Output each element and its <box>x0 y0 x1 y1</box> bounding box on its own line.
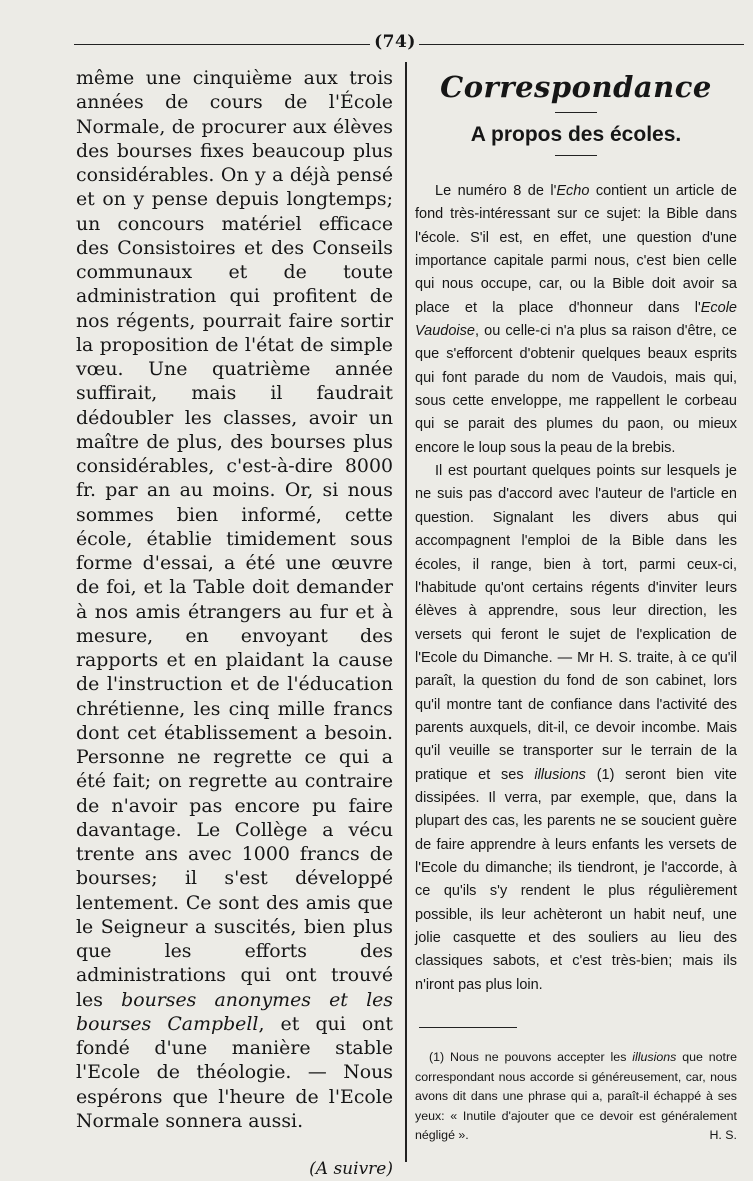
footnote-text-a: (1) Nous ne pouvons accepter les <box>429 1050 633 1065</box>
header-rule-left <box>74 44 370 45</box>
p1-text-c: , ou celle-ci n'a plus sa raison d'être, ce que s'efforcent d'obtenir quelques beaux esprits qui font parade du nom de Vaudois, mais qui, sous cette enveloppe, me rappellent le corbeau qui se parait des plumes du paon, ou mieux encore le loup sous la peau de la brebis. <box>415 323 737 456</box>
left-column <box>76 66 393 1181</box>
title-rule <box>555 112 597 113</box>
left-paragraph-text: même une cinquième aux trois années de cours de l'École Normale, de procurer aux élèves des bourses fixes beaucoup plus considérables. On y a déjà pensé et on y pense depuis longtemps; un concours matériel efficace des Consistoires et des Conseils communaux et de toute administration qui profitent de nos régents, pourrait faire sortir la proposition de l'état de simple vœu. Une quatrième année suffirait, mais il faudrait dédoubler les classes, avoir un maître de plus, des bourses plus considérables, c'est-à-dire 8000 fr. par an au moins. Or, si nous sommes bien informé, cette école, établie timidement sous forme d'essai, a été une œuvre de foi, et la Table doit demander à nos amis étrangers au fur et à mesure, en envoyant des rapports et en plaidant la cause de l'instruction et de l'éducation chrétienne, les cinq mille francs dont cet établissement a besoin. Personne ne regrette ce qui a été fait; on regrette au contraire de n'avoir pas encore pu faire davantage. Le Collège a vécu trente ans avec 1000 francs de bourses; il s'est développé lentement. Ce sont des amis que le Seigneur a suscités, bien plus que les efforts des administrations qui ont trouvé les <box>76 67 393 1011</box>
footnote-rule <box>419 1027 517 1028</box>
continuation-note: (A suivre) <box>309 1159 393 1179</box>
p1-ecole-vaudoise: Ecole Vaudoise <box>415 299 737 340</box>
footnote-signature: H. S. <box>709 1128 737 1143</box>
footnote-text-b: que notre correspondant nous accorde si généreusement, car, nous avons dit dans une phrase qui a, paraît-il échappé à ses yeux: « Inutile d'ajouter que ce devoir est généralement négligé ». <box>415 1050 737 1143</box>
left-paragraph-end: , et qui ont fondé d'une manière stable l'Ecole de théologie. — Nous espérons que l'heure de l'Ecole Normale sonnera aussi. <box>76 1012 393 1132</box>
article-paragraph-1 <box>415 180 737 460</box>
article-subtitle: A propos des écoles. <box>470 123 682 146</box>
p2-illusions: illusions <box>534 766 586 783</box>
page-header <box>74 30 744 56</box>
p2-text-b: (1) seront bien vite dissipées. Il verra, par exemple, que, dans la plupart des cas, les parents ne se soucient guère de faire apprendre à leurs enfants les versets de l'Ecole du dimanche; ils tiendront, je l'accorde, à ce qu'ils s'y rendent le plus régulièrement possible, ils leur achèteront un habit neuf, une jolie casquette et des souliers au lieu des classiques sabots, et c'est très-bien; mais ils n'iront pas plus loin. <box>415 766 737 993</box>
column-divider <box>405 62 407 1162</box>
p2-text-a: Il est pourtant quelques points sur lesquels je ne suis pas d'accord avec l'auteur de l'article en question. Signalant les divers abus qui accompagnent l'emploi de la Bible dans les écoles, il range, bien à tort, parmi ceux-ci, l'habitude qu'ont certains régents d'inviter leurs élèves à apprendre, sous leur direction, les versets qui feront le sujet de l'explication de l'Ecole du Dimanche. — Mr H. S. traite, à ce qu'il paraît, la question du fond de son cabinet, lors qu'il montre tant de confiance dans l'activité des parents auxquels, dit-il, ce devoir incombe. Mais qu'il veuille se transporter sur le terrain de la pratique et ses <box>415 463 737 783</box>
subtitle-rule <box>555 155 597 156</box>
header-rule-right <box>419 44 744 45</box>
footnote <box>415 1048 737 1146</box>
left-paragraph <box>76 66 393 1133</box>
footnote-illusions: illusions <box>632 1050 677 1065</box>
article-body <box>415 180 737 997</box>
p1-text-a: Le numéro 8 de l' <box>435 183 557 199</box>
p1-echo: Echo <box>556 183 590 199</box>
left-italic-phrase: bourses anonymes et les bourses Campbell <box>76 988 393 1035</box>
article-paragraph-2 <box>415 460 737 997</box>
section-title: Correspondance <box>440 70 712 104</box>
page-number: (74) <box>374 32 416 52</box>
p1-text-b: contient un article de fond très-intéressant sur ce sujet: la Bible dans l'école. S'il est, en effet, une question d'une importance capitale parmi nous, c'est bien celle qui nous occupe, car, ou la Bible doit avoir sa place et la place d'honneur dans l' <box>415 183 737 316</box>
right-column <box>415 70 737 1146</box>
